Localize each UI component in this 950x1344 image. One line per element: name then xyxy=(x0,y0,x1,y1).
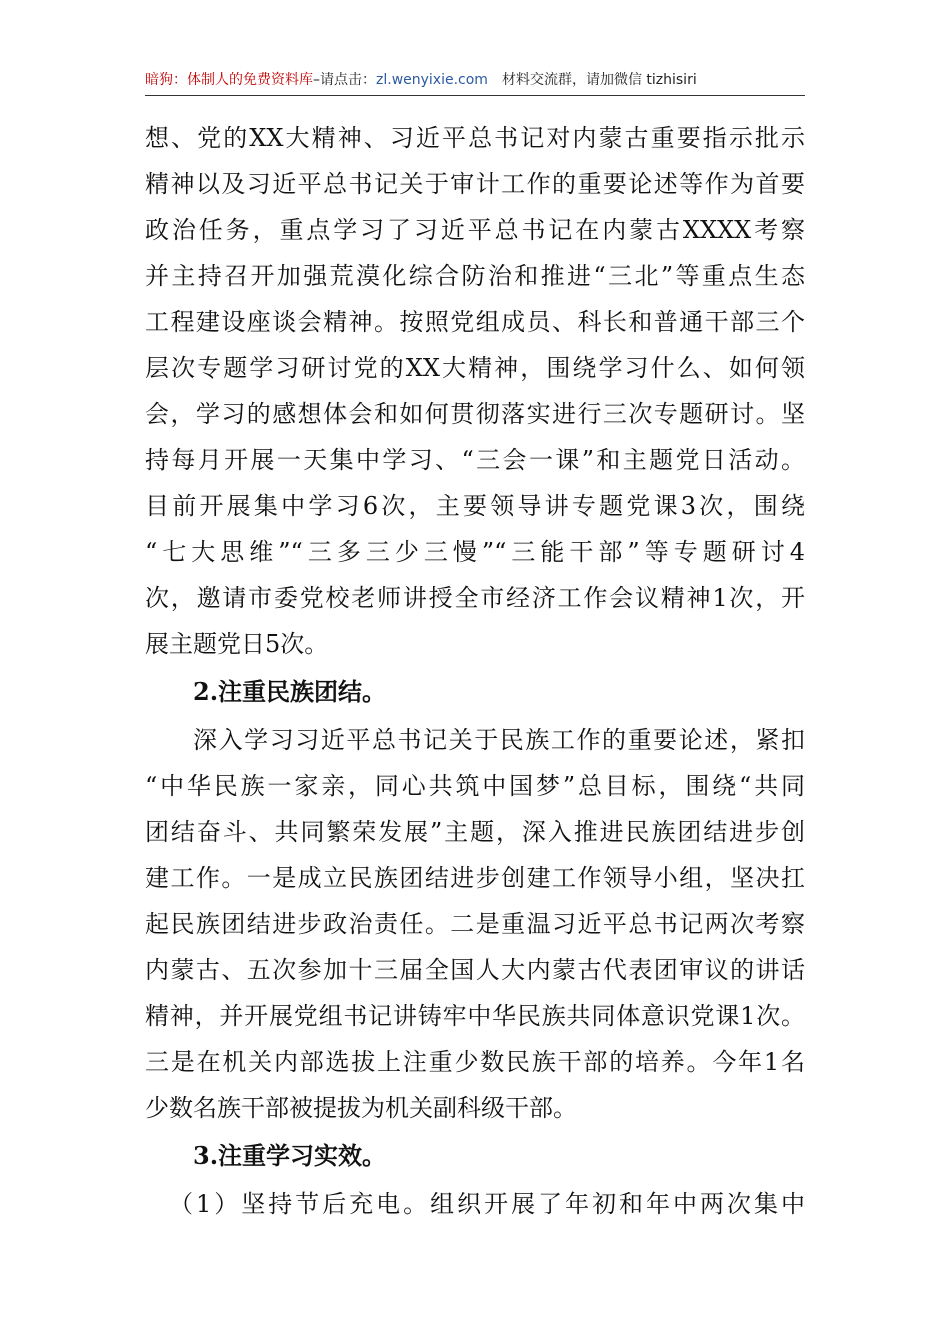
text-line: 会，学习的感想体会和如何贯彻落实进行三次专题研讨。坚 xyxy=(145,400,805,428)
text-line: 持每月开展一天集中学习、“三会一课”和主题党日活动。 xyxy=(145,446,805,474)
text-line: 起民族团结进步政治责任。二是重温习近平总书记两次考察 xyxy=(145,910,805,938)
header-divider xyxy=(145,95,805,96)
header-brand: 暗狗：体制人的免费资料库 xyxy=(145,72,313,88)
paragraph-ethnic-unity xyxy=(145,717,805,1131)
paragraph-study-effect xyxy=(145,1181,805,1227)
text-line: “七大思维”“三多三少三慢”“三能干部”等专题研讨4 xyxy=(145,538,805,566)
section-heading-study-effect: 3.注重学习实效。 xyxy=(193,1141,387,1170)
text-line: 想、党的XX大精神、习近平总书记对内蒙古重要指示批示 xyxy=(145,124,805,152)
header-prompt: –请点击： xyxy=(313,72,376,88)
text-line: 三是在机关内部选拔上注重少数民族干部的培养。今年1名 xyxy=(145,1048,805,1076)
text-line: 展主题党日5次。 xyxy=(145,630,329,658)
text-line: 目前开展集中学习6次，主要领导讲专题党课3次，围绕 xyxy=(145,492,805,520)
text-line: 政治任务，重点学习了习近平总书记在内蒙古XXXX考察 xyxy=(145,216,805,244)
text-line: （1）坚持节后充电。组织开展了年初和年中两次集中 xyxy=(169,1190,805,1218)
header-url-link[interactable]: zl.wenyixie.com xyxy=(376,72,488,88)
text-line: 次，邀请市委党校老师讲授全市经济工作会议精神1次，开 xyxy=(145,584,805,612)
header-note: 材料交流群，请加微信 tizhisiri xyxy=(501,72,697,88)
text-line: “中华民族一家亲，同心共筑中国梦”总目标，围绕“共同 xyxy=(145,772,805,800)
text-line: 少数名族干部被提拔为机关副科级干部。 xyxy=(145,1094,577,1122)
document-body xyxy=(145,115,805,1227)
text-line: 精神，并开展党组书记讲铸牢中华民族共同体意识党课1次。 xyxy=(145,1002,805,1030)
text-line: 内蒙古、五次参加十三届全国人大内蒙古代表团审议的讲话 xyxy=(145,956,805,984)
text-line: 工程建设座谈会精神。按照党组成员、科长和普通干部三个 xyxy=(145,308,805,336)
text-line: 并主持召开加强荒漠化综合防治和推进“三北”等重点生态 xyxy=(145,262,805,290)
text-line: 精神以及习近平总书记关于审计工作的重要论述等作为首要 xyxy=(145,170,805,198)
text-line: 建工作。一是成立民族团结进步创建工作领导小组，坚决扛 xyxy=(145,864,805,892)
section-heading-ethnic-unity: 2.注重民族团结。 xyxy=(193,677,387,706)
text-line: 深入学习习近平总书记关于民族工作的重要论述，紧扣 xyxy=(193,726,805,754)
paragraph-study xyxy=(145,115,805,667)
text-line: 层次专题学习研讨党的XX大精神，围绕学习什么、如何领 xyxy=(145,354,805,382)
text-line: 团结奋斗、共同繁荣发展”主题，深入推进民族团结进步创 xyxy=(145,818,805,846)
page-header xyxy=(145,66,805,94)
